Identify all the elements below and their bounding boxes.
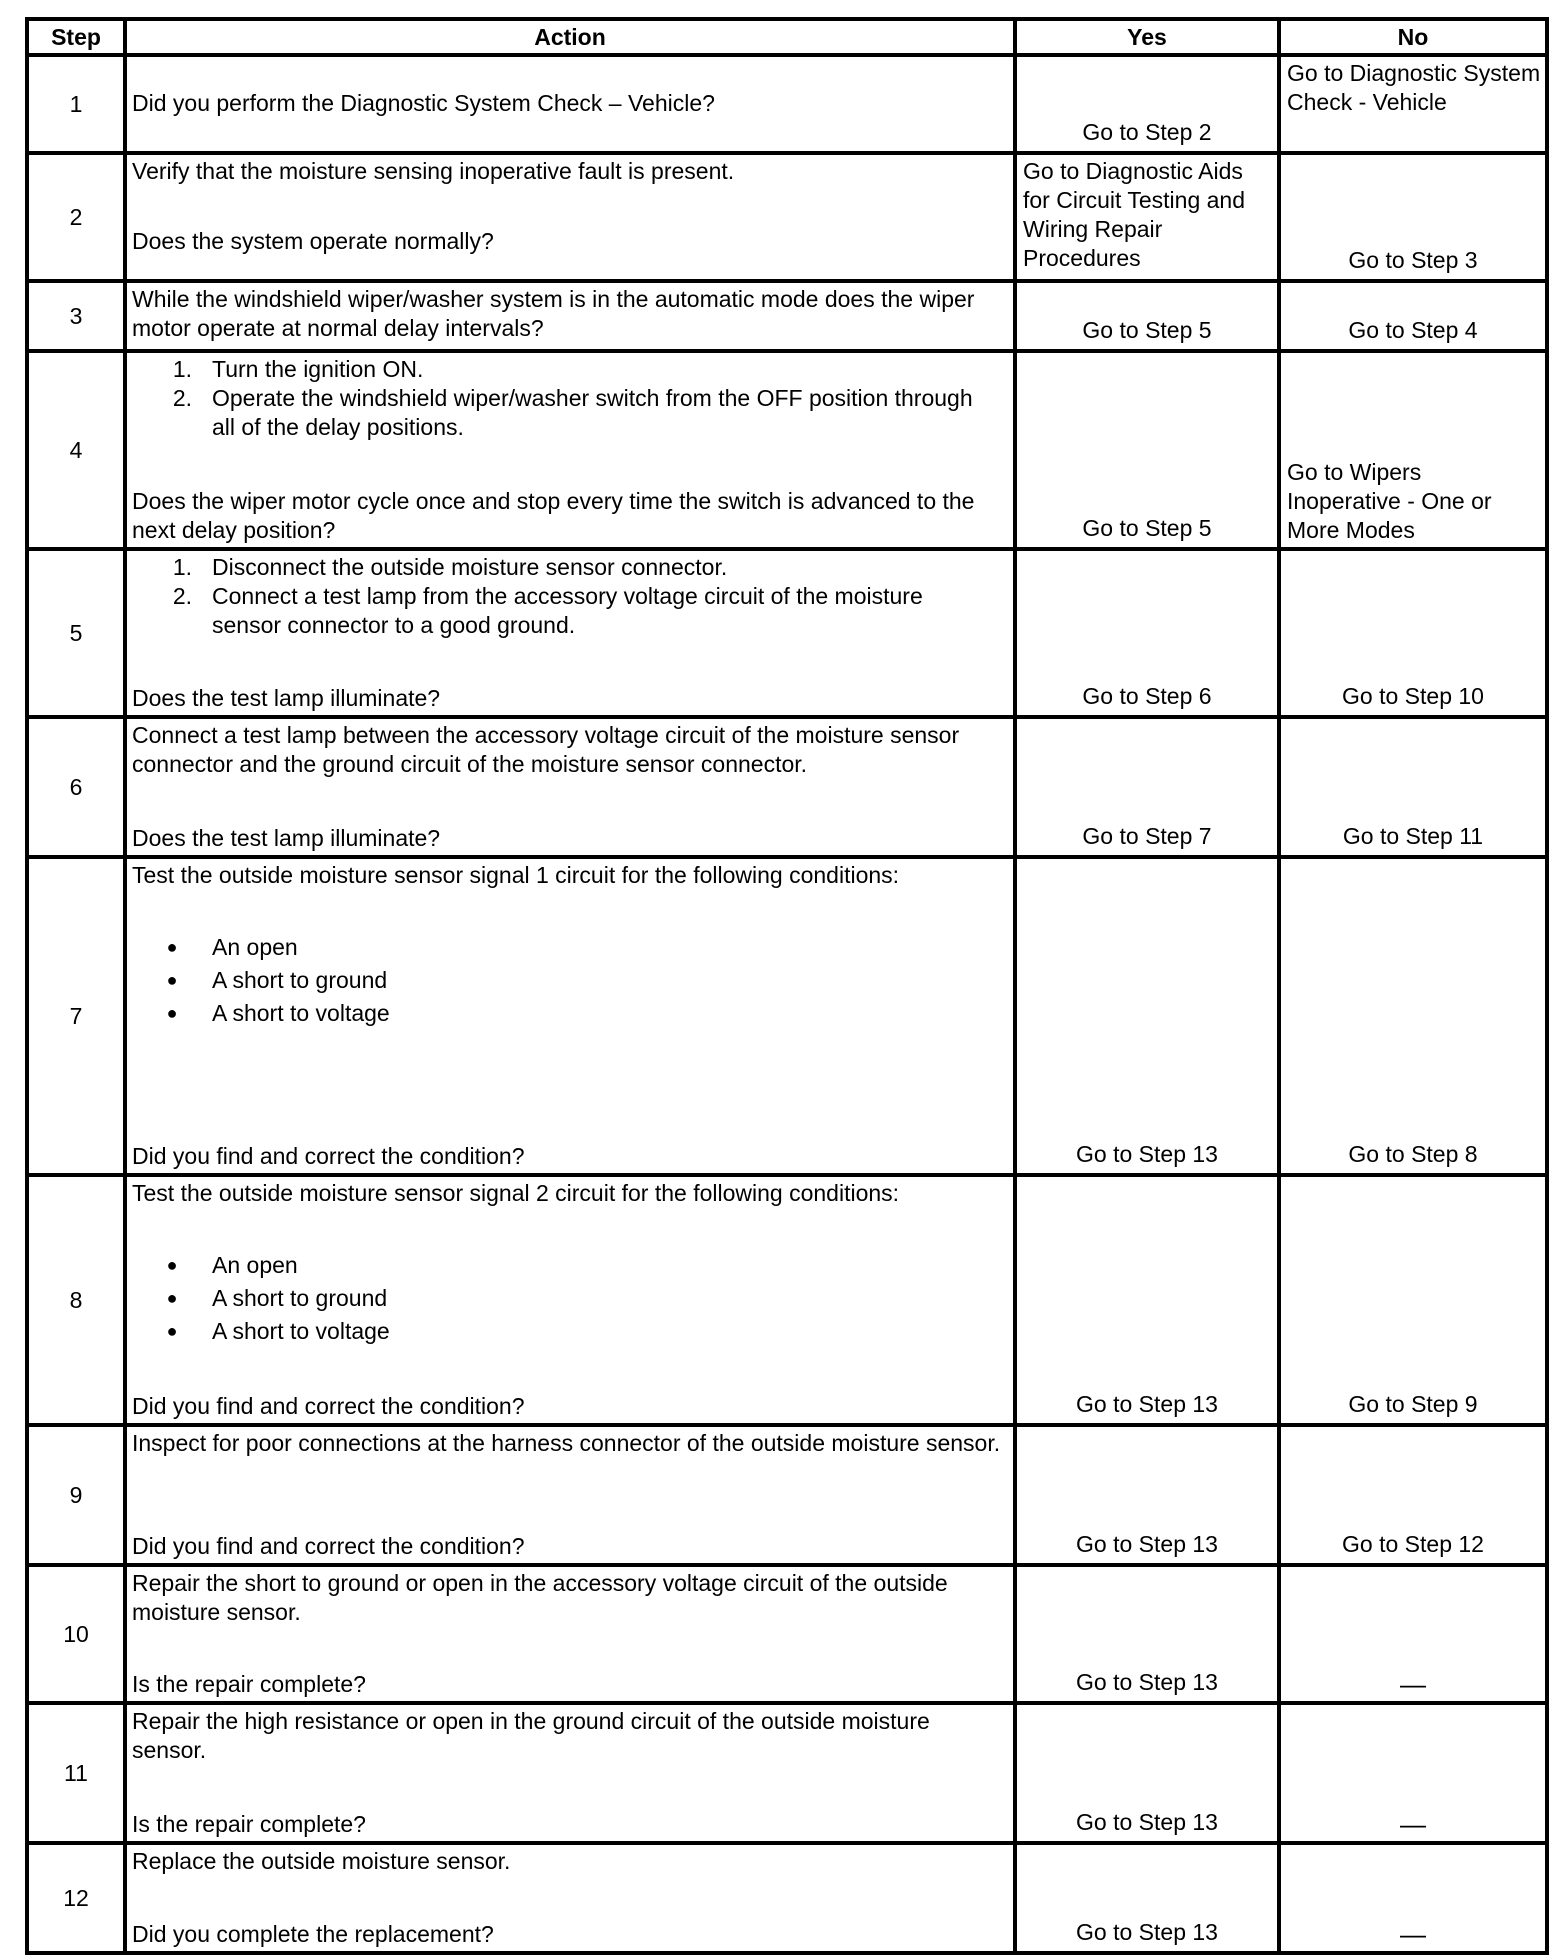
no-cell [1279,351,1547,549]
action-cell [125,1843,1015,1953]
step-number: 11 [27,1703,125,1843]
header-yes: Yes [1015,19,1279,55]
no-text: Go to Step 11 [1342,823,1484,849]
no-text: Go to Step 3 [1348,247,1478,273]
no-text: Go to Step 8 [1348,1141,1478,1167]
yes-text: Go to Diagnostic Aids for Circuit Testing and Wiring Repair Procedures [1023,158,1246,271]
action-cell [125,717,1015,857]
yes-cell [1015,55,1279,153]
no-text: Go to Step 10 [1342,683,1484,709]
yes-cell [1015,1703,1279,1843]
action-text: Inspect for poor connections at the harness connector of the outside moisture sensor. [132,1430,1001,1456]
yes-cell [1015,549,1279,717]
yes-cell [1015,1175,1279,1425]
list-item: ● A short to ground [132,1282,1008,1315]
bullet-icon: ● [166,1003,178,1023]
yes-text: Go to Step 13 [1076,1531,1218,1557]
step-number: 9 [27,1425,125,1565]
action-question: Does the wiper motor cycle once and stop every time the switch is advanced to the next delay position? [132,488,975,543]
no-cell [1279,1565,1547,1703]
action-question: Did you complete the replacement? [132,1921,494,1947]
yes-text: Go to Step 13 [1076,1809,1218,1835]
action-cell [125,1175,1015,1425]
step-number: 4 [27,351,125,549]
list-item: ● A short to ground [132,964,1008,997]
yes-cell [1015,857,1279,1175]
action-cell [125,1703,1015,1843]
conditions-list [132,1249,1008,1348]
step-number: 12 [27,1843,125,1953]
yes-text: Go to Step 5 [1082,317,1212,343]
list-item: 2. Operate the windshield wiper/washer switch from the OFF position through all of the delay positions. [172,385,973,440]
yes-text: Go to Step 13 [1076,1391,1218,1417]
table-row [27,55,1547,153]
list-item: 1. Disconnect the outside moisture sensor connector. [172,554,728,580]
bullet-icon: ● [166,970,178,990]
step-number: 6 [27,717,125,857]
action-text: Verify that the moisture sensing inoperative fault is present. [132,158,735,184]
no-text: Go to Step 9 [1348,1391,1478,1417]
list-item: ● A short to voltage [132,997,1008,1030]
action-question: Does the test lamp illuminate? [132,825,441,851]
numbered-steps [132,553,1008,640]
yes-cell [1015,1565,1279,1703]
no-cell [1279,281,1547,351]
step-number: 5 [27,549,125,717]
no-cell [1279,1175,1547,1425]
table-row [27,281,1547,351]
no-text: — [1400,1919,1426,1949]
action-question: Did you find and correct the condition? [132,1143,525,1169]
yes-text: Go to Step 7 [1082,823,1212,849]
action-text: While the windshield wiper/washer system is in the automatic mode does the wiper motor operate at normal delay intervals? [132,286,975,341]
no-cell [1279,1843,1547,1953]
yes-cell [1015,1843,1279,1953]
action-text: Replace the outside moisture sensor. [132,1848,511,1874]
action-text: Test the outside moisture sensor signal 2 circuit for the following conditions: [132,1180,900,1206]
action-question: Is the repair complete? [132,1671,366,1697]
yes-text: Go to Step 13 [1076,1141,1218,1167]
no-text: Go to Step 12 [1342,1531,1484,1557]
no-cell [1279,55,1547,153]
action-text: Test the outside moisture sensor signal 1 circuit for the following conditions: [132,862,900,888]
table-row [27,351,1547,549]
table-row [27,857,1547,1175]
step-number: 1 [27,55,125,153]
bullet-icon: ● [166,1288,178,1308]
no-text: — [1400,1669,1426,1699]
action-cell [125,1425,1015,1565]
action-cell [125,549,1015,717]
table-row [27,1565,1547,1703]
no-text: Go to Step 4 [1348,317,1478,343]
no-cell [1279,549,1547,717]
table-row [27,1703,1547,1843]
action-cell [125,153,1015,281]
step-number: 10 [27,1565,125,1703]
step-number: 8 [27,1175,125,1425]
action-question: Did you find and correct the condition? [132,1533,525,1559]
action-text: Repair the short to ground or open in the accessory voltage circuit of the outside moisture sensor. [132,1570,948,1625]
numbered-steps [132,355,1008,442]
step-number: 7 [27,857,125,1175]
no-cell [1279,1425,1547,1565]
header-row [27,19,1547,55]
bullet-icon: ● [166,937,178,957]
list-item: ● An open [132,1249,1008,1282]
yes-cell [1015,717,1279,857]
list-item: ● A short to voltage [132,1315,1008,1348]
no-cell [1279,153,1547,281]
table-row [27,153,1547,281]
no-cell [1279,1703,1547,1843]
no-text: — [1400,1809,1426,1839]
yes-text: Go to Step 5 [1082,515,1212,541]
step-number: 2 [27,153,125,281]
header-no: No [1279,19,1547,55]
diagnostic-table [25,17,1549,1955]
yes-text: Go to Step 6 [1082,683,1212,709]
action-cell [125,1565,1015,1703]
yes-cell [1015,351,1279,549]
no-cell [1279,857,1547,1175]
yes-cell [1015,1425,1279,1565]
table-row [27,549,1547,717]
header-step: Step [27,19,125,55]
action-cell [125,55,1015,153]
table-row [27,1175,1547,1425]
yes-cell [1015,281,1279,351]
table-row [27,717,1547,857]
yes-text: Go to Step 13 [1076,1669,1218,1695]
no-cell [1279,717,1547,857]
no-text: Go to Diagnostic System Check - Vehicle [1287,60,1541,115]
list-item: ● An open [132,931,1008,964]
action-question: Does the test lamp illuminate? [132,685,441,711]
list-item: 1. Turn the ignition ON. [172,356,424,382]
list-item: 2. Connect a test lamp from the accessory voltage circuit of the moisture sensor connector to a good ground. [172,583,923,638]
action-cell [125,281,1015,351]
action-text: Repair the high resistance or open in the ground circuit of the outside moisture sensor. [132,1708,930,1763]
action-cell [125,351,1015,549]
yes-text: Go to Step 2 [1082,119,1212,145]
action-text: Did you perform the Diagnostic System Check – Vehicle? [132,90,715,116]
header-action: Action [125,19,1015,55]
action-text: Connect a test lamp between the accessory voltage circuit of the moisture sensor connector and the ground circuit of the moisture sensor connector. [132,722,960,777]
bullet-icon: ● [166,1255,178,1275]
action-question: Did you find and correct the condition? [132,1393,525,1419]
conditions-list [132,931,1008,1030]
action-question: Does the system operate normally? [132,228,494,254]
table-row [27,1843,1547,1953]
no-text: Go to Wipers Inoperative - One or More Modes [1287,459,1492,543]
step-number: 3 [27,281,125,351]
bullet-icon: ● [166,1321,178,1341]
action-question: Is the repair complete? [132,1811,366,1837]
yes-text: Go to Step 13 [1076,1919,1218,1945]
yes-cell [1015,153,1279,281]
action-cell [125,857,1015,1175]
table-row [27,1425,1547,1565]
